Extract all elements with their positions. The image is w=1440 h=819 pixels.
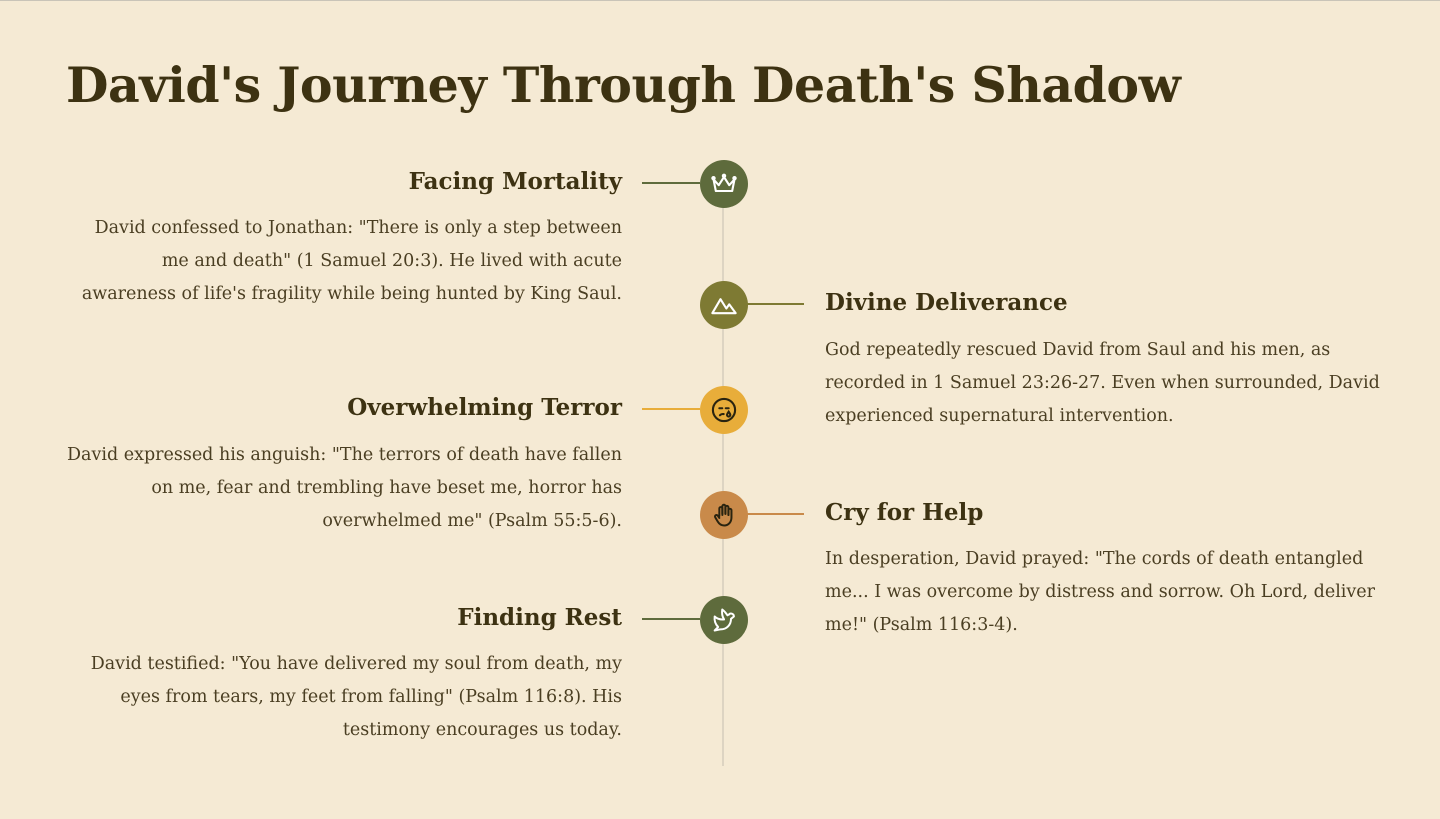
tearful-face-icon (710, 396, 738, 424)
event-connector (746, 513, 804, 515)
event-description: David testified: "You have delivered my soul from death, my eyes from tears, my feet from falling" (Psalm 116:8). His testimony encourages us today. (90, 654, 622, 740)
event-description: God repeatedly rescued David from Saul and his men, as recorded in 1 Samuel 23:26-27. Even when surrounded, David experienced supernatural intervention. (825, 340, 1380, 426)
event-node (700, 281, 748, 329)
page-title: David's Journey Through Death's Shadow (66, 56, 1181, 114)
event-title: Finding Rest (457, 604, 622, 631)
event-connector (642, 182, 700, 184)
event-connector (642, 408, 700, 410)
event-connector (642, 618, 700, 620)
mountain-icon (710, 291, 738, 319)
event-node (700, 491, 748, 539)
crown-icon (710, 170, 738, 198)
top-border (0, 0, 1440, 1)
event-description: David confessed to Jonathan: "There is only a step between me and death" (1 Samuel 20:3). He lived with acute awareness of life's fragility while being hunted by King Saul. (81, 218, 622, 304)
event-title: Overwhelming Terror (347, 394, 622, 421)
event-node (700, 160, 748, 208)
event-description: David expressed his anguish: "The terrors of death have fallen on me, fear and trembling have beset me, horror has overwhelmed me" (Psalm 55:5-6). (67, 445, 622, 531)
event-node (700, 596, 748, 644)
event-title: Cry for Help (825, 499, 984, 526)
event-title: Divine Deliverance (825, 289, 1068, 316)
event-description: In desperation, David prayed: "The cords of death entangled me... I was overcome by distress and sorrow. Oh Lord, deliver me!" (Psalm 116:3-4). (825, 549, 1376, 635)
event-connector (746, 303, 804, 305)
dove-icon (710, 606, 738, 634)
raised-hand-icon (710, 501, 738, 529)
event-title: Facing Mortality (408, 168, 622, 195)
event-node (700, 386, 748, 434)
